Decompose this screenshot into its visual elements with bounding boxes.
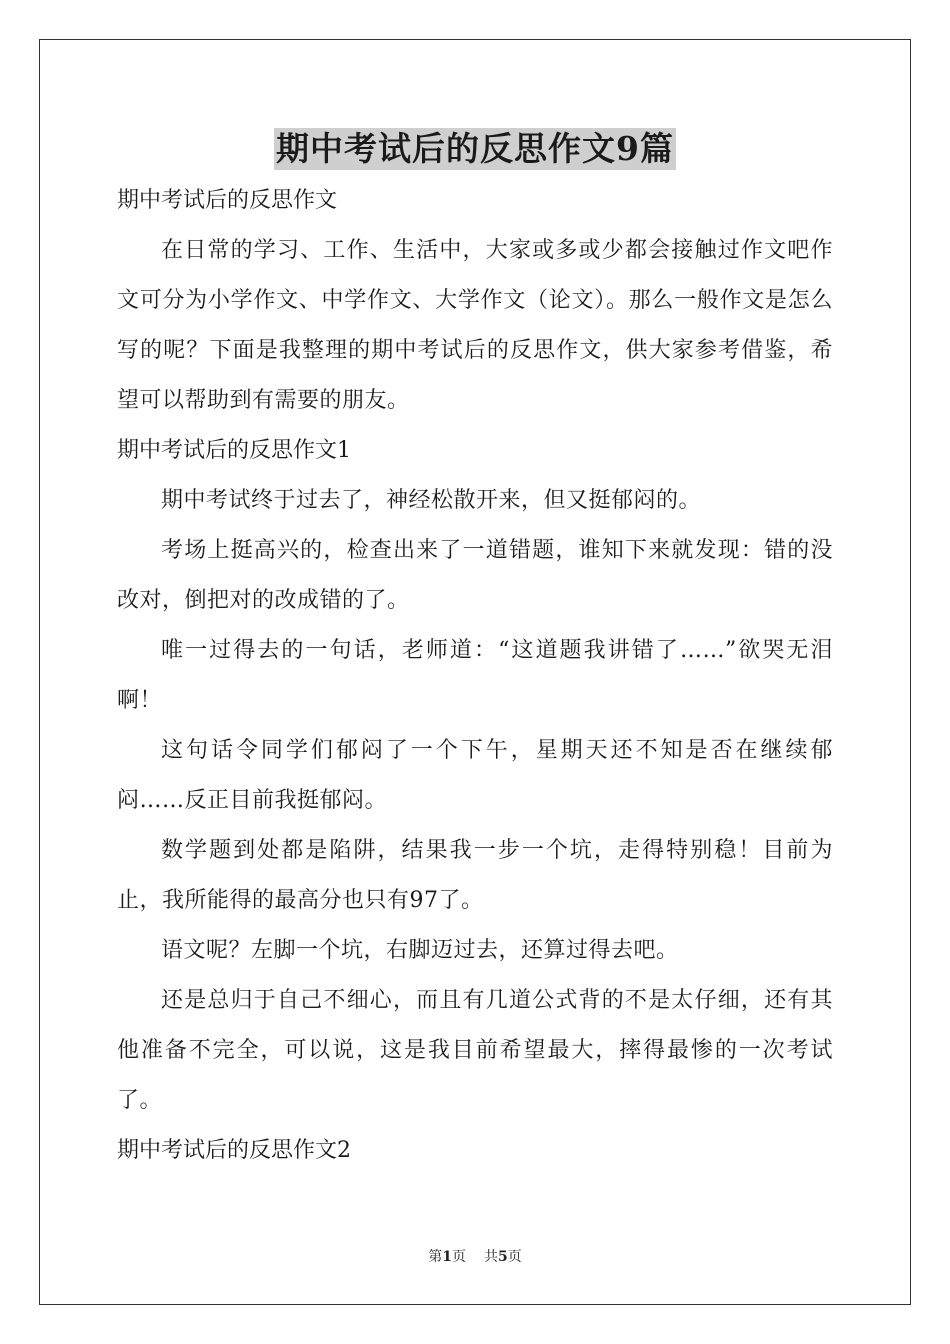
total-pages: 5: [498, 1249, 508, 1265]
paragraph: 数学题到处都是陷阱，结果我一步一个坑，走得特别稳！目前为止，我所能得的最高分也只有97了。: [117, 838, 833, 913]
paragraph: 语文呢？左脚一个坑，右脚迈过去，还算过得去吧。: [161, 938, 679, 963]
paragraph: 还是总归于自己不细心，而且有几道公式背的不是太仔细，还有其他准备不完全，可以说，这是我目前希望最大，摔得最惨的一次考试了。: [117, 988, 833, 1113]
paragraph: 这句话令同学们郁闷了一个下午，星期天还不知是否在继续郁闷……反正目前我挺郁闷。: [117, 738, 833, 813]
paragraph: 考场上挺高兴的，检查出来了一道错题，谁知下来就发现：错的没改对，倒把对的改成错的了。: [117, 538, 833, 613]
section-heading: 期中考试后的反思作文: [117, 188, 338, 213]
section-heading: 期中考试后的反思作文2: [117, 1138, 351, 1163]
document-body: [117, 176, 833, 1176]
title-wrap: [0, 128, 950, 170]
page-label-prefix: 第: [428, 1249, 443, 1265]
section-heading: 期中考试后的反思作文1: [117, 438, 351, 463]
total-label-prefix: 共: [484, 1249, 498, 1265]
page-footer: [0, 1246, 950, 1266]
page-number: 1: [442, 1249, 452, 1265]
paragraph: 期中考试终于过去了，神经松散开来，但又挺郁闷的。: [161, 488, 702, 513]
page-label-suffix: 页: [452, 1249, 466, 1265]
paragraph: 在日常的学习、工作、生活中，大家或多或少都会接触过作文吧作文可分为小学作文、中学作文、大学作文（论文）。那么一般作文是怎么写的呢？下面是我整理的期中考试后的反思作文，供大家参考借鉴，希望可以帮助到有需要的朋友。: [117, 238, 833, 413]
paragraph: 唯一过得去的一句话，老师道：“这道题我讲错了……”欲哭无泪啊！: [117, 638, 833, 713]
total-label-suffix: 页: [507, 1249, 522, 1265]
document-title: 期中考试后的反思作文9篇: [276, 129, 674, 168]
